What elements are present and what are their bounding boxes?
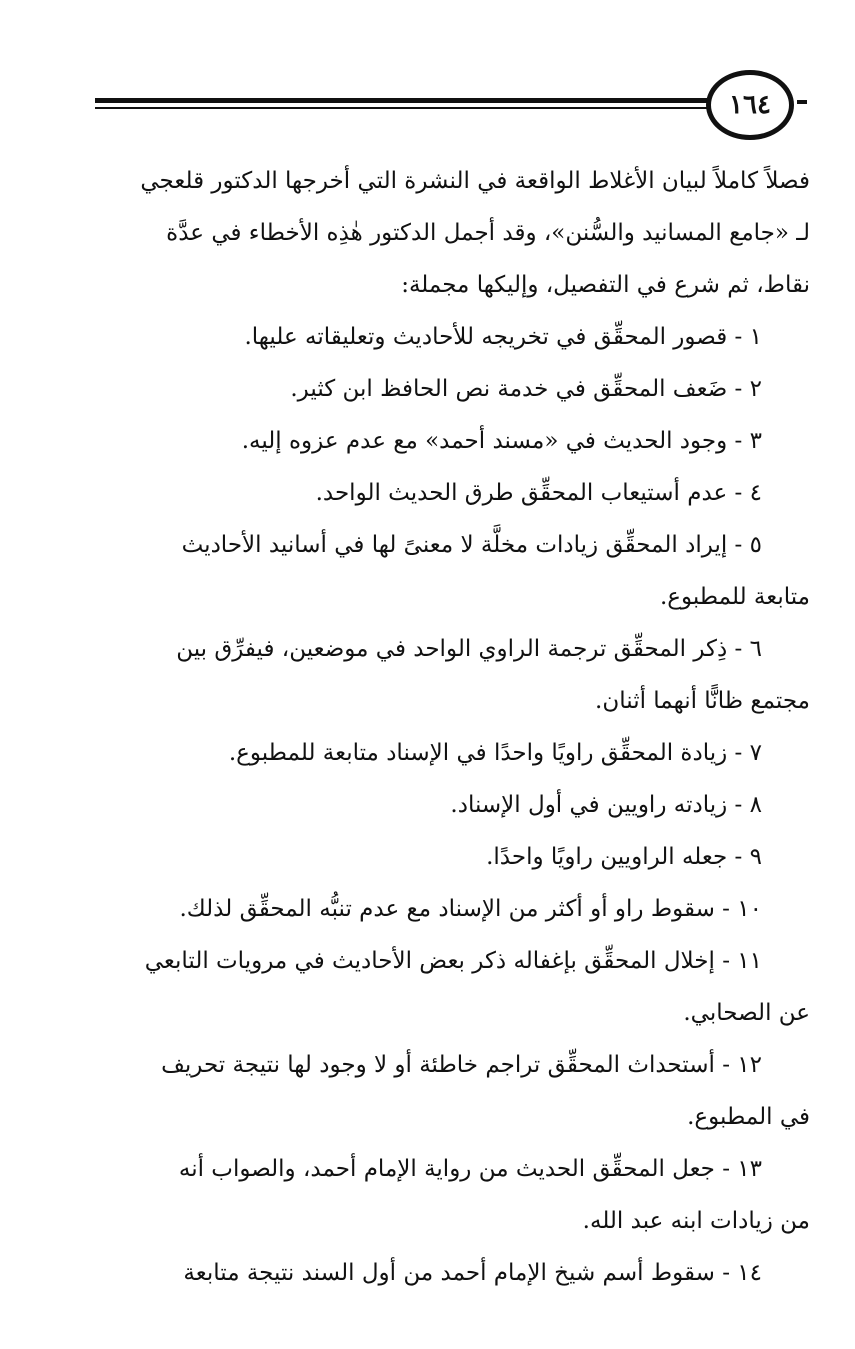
text-line: ١٣ - جعل المحقِّق الحديث من رواية الإمام أحمد، والصواب أنه (178, 1156, 762, 1182)
text-line: في المطبوع. (687, 1104, 810, 1130)
text-line: عن الصحابي. (683, 1000, 810, 1026)
header-rule-thin (95, 107, 707, 109)
text-line: متابعة للمطبوع. (659, 584, 810, 610)
header-rule-thick (95, 98, 707, 103)
text-line: فصلاً كاملاً لبيان الأغلاط الواقعة في النشرة التي أخرجها الدكتور قلعجي (140, 168, 810, 194)
text-line: ١١ - إخلال المحقِّق بإغفاله ذكر بعض الأحاديث في مرويات التابعي (144, 948, 762, 974)
text-line: ٨ - زيادته راويين في أول الإسناد. (450, 792, 762, 818)
text-line: ٤ - عدم أستيعاب المحقِّق طرق الحديث الواحد. (315, 480, 762, 506)
text-line: ٦ - ذِكر المحقِّق ترجمة الراوي الواحد في موضعين، فيفرِّق بين (176, 636, 762, 662)
text-line: نقاط، ثم شرع في التفصيل، وإليكها مجملة: (401, 272, 810, 298)
text-line: ٣ - وجود الحديث في «مسند أحمد» مع عدم عزوه إليه. (241, 428, 762, 454)
page-number: ١٦٤ (729, 90, 771, 120)
text-line: ٧ - زيادة المحقِّق راويًا واحدًا في الإسناد متابعة للمطبوع. (228, 740, 762, 766)
text-line: ٢ - ضَعف المحقِّق في خدمة نص الحافظ ابن كثير. (290, 376, 762, 402)
page-header (0, 0, 855, 150)
page-number-badge (706, 70, 794, 140)
text-line: ١٤ - سقوط أسم شيخ الإمام أحمد من أول السند نتيجة متابعة (183, 1260, 762, 1286)
header-rule-right (797, 100, 807, 104)
text-line: ١٠ - سقوط راو أو أكثر من الإسناد مع عدم تنبُّه المحقِّق لذلك. (179, 896, 762, 922)
text-line: ٩ - جعله الراويين راويًا واحدًا. (486, 844, 762, 870)
text-line: من زيادات ابنه عبد الله. (582, 1208, 810, 1234)
text-line: مجتمع ظانًّا أنهما أثنان. (595, 688, 810, 714)
text-line: ٥ - إيراد المحقِّق زيادات مخلَّة لا معنىً لها في أسانيد الأحاديث (181, 532, 762, 558)
text-line: ١ - قصور المحقِّق في تخريجه للأحاديث وتعليقاته عليها. (244, 324, 762, 350)
body-text (85, 155, 810, 1299)
text-line: لـ «جامع المسانيد والسُّنن»، وقد أجمل الدكتور هٰذِه الأخطاء في عدَّة (166, 220, 810, 246)
text-line: ١٢ - أستحداث المحقِّق تراجم خاطئة أو لا وجود لها نتيجة تحريف (161, 1052, 762, 1078)
